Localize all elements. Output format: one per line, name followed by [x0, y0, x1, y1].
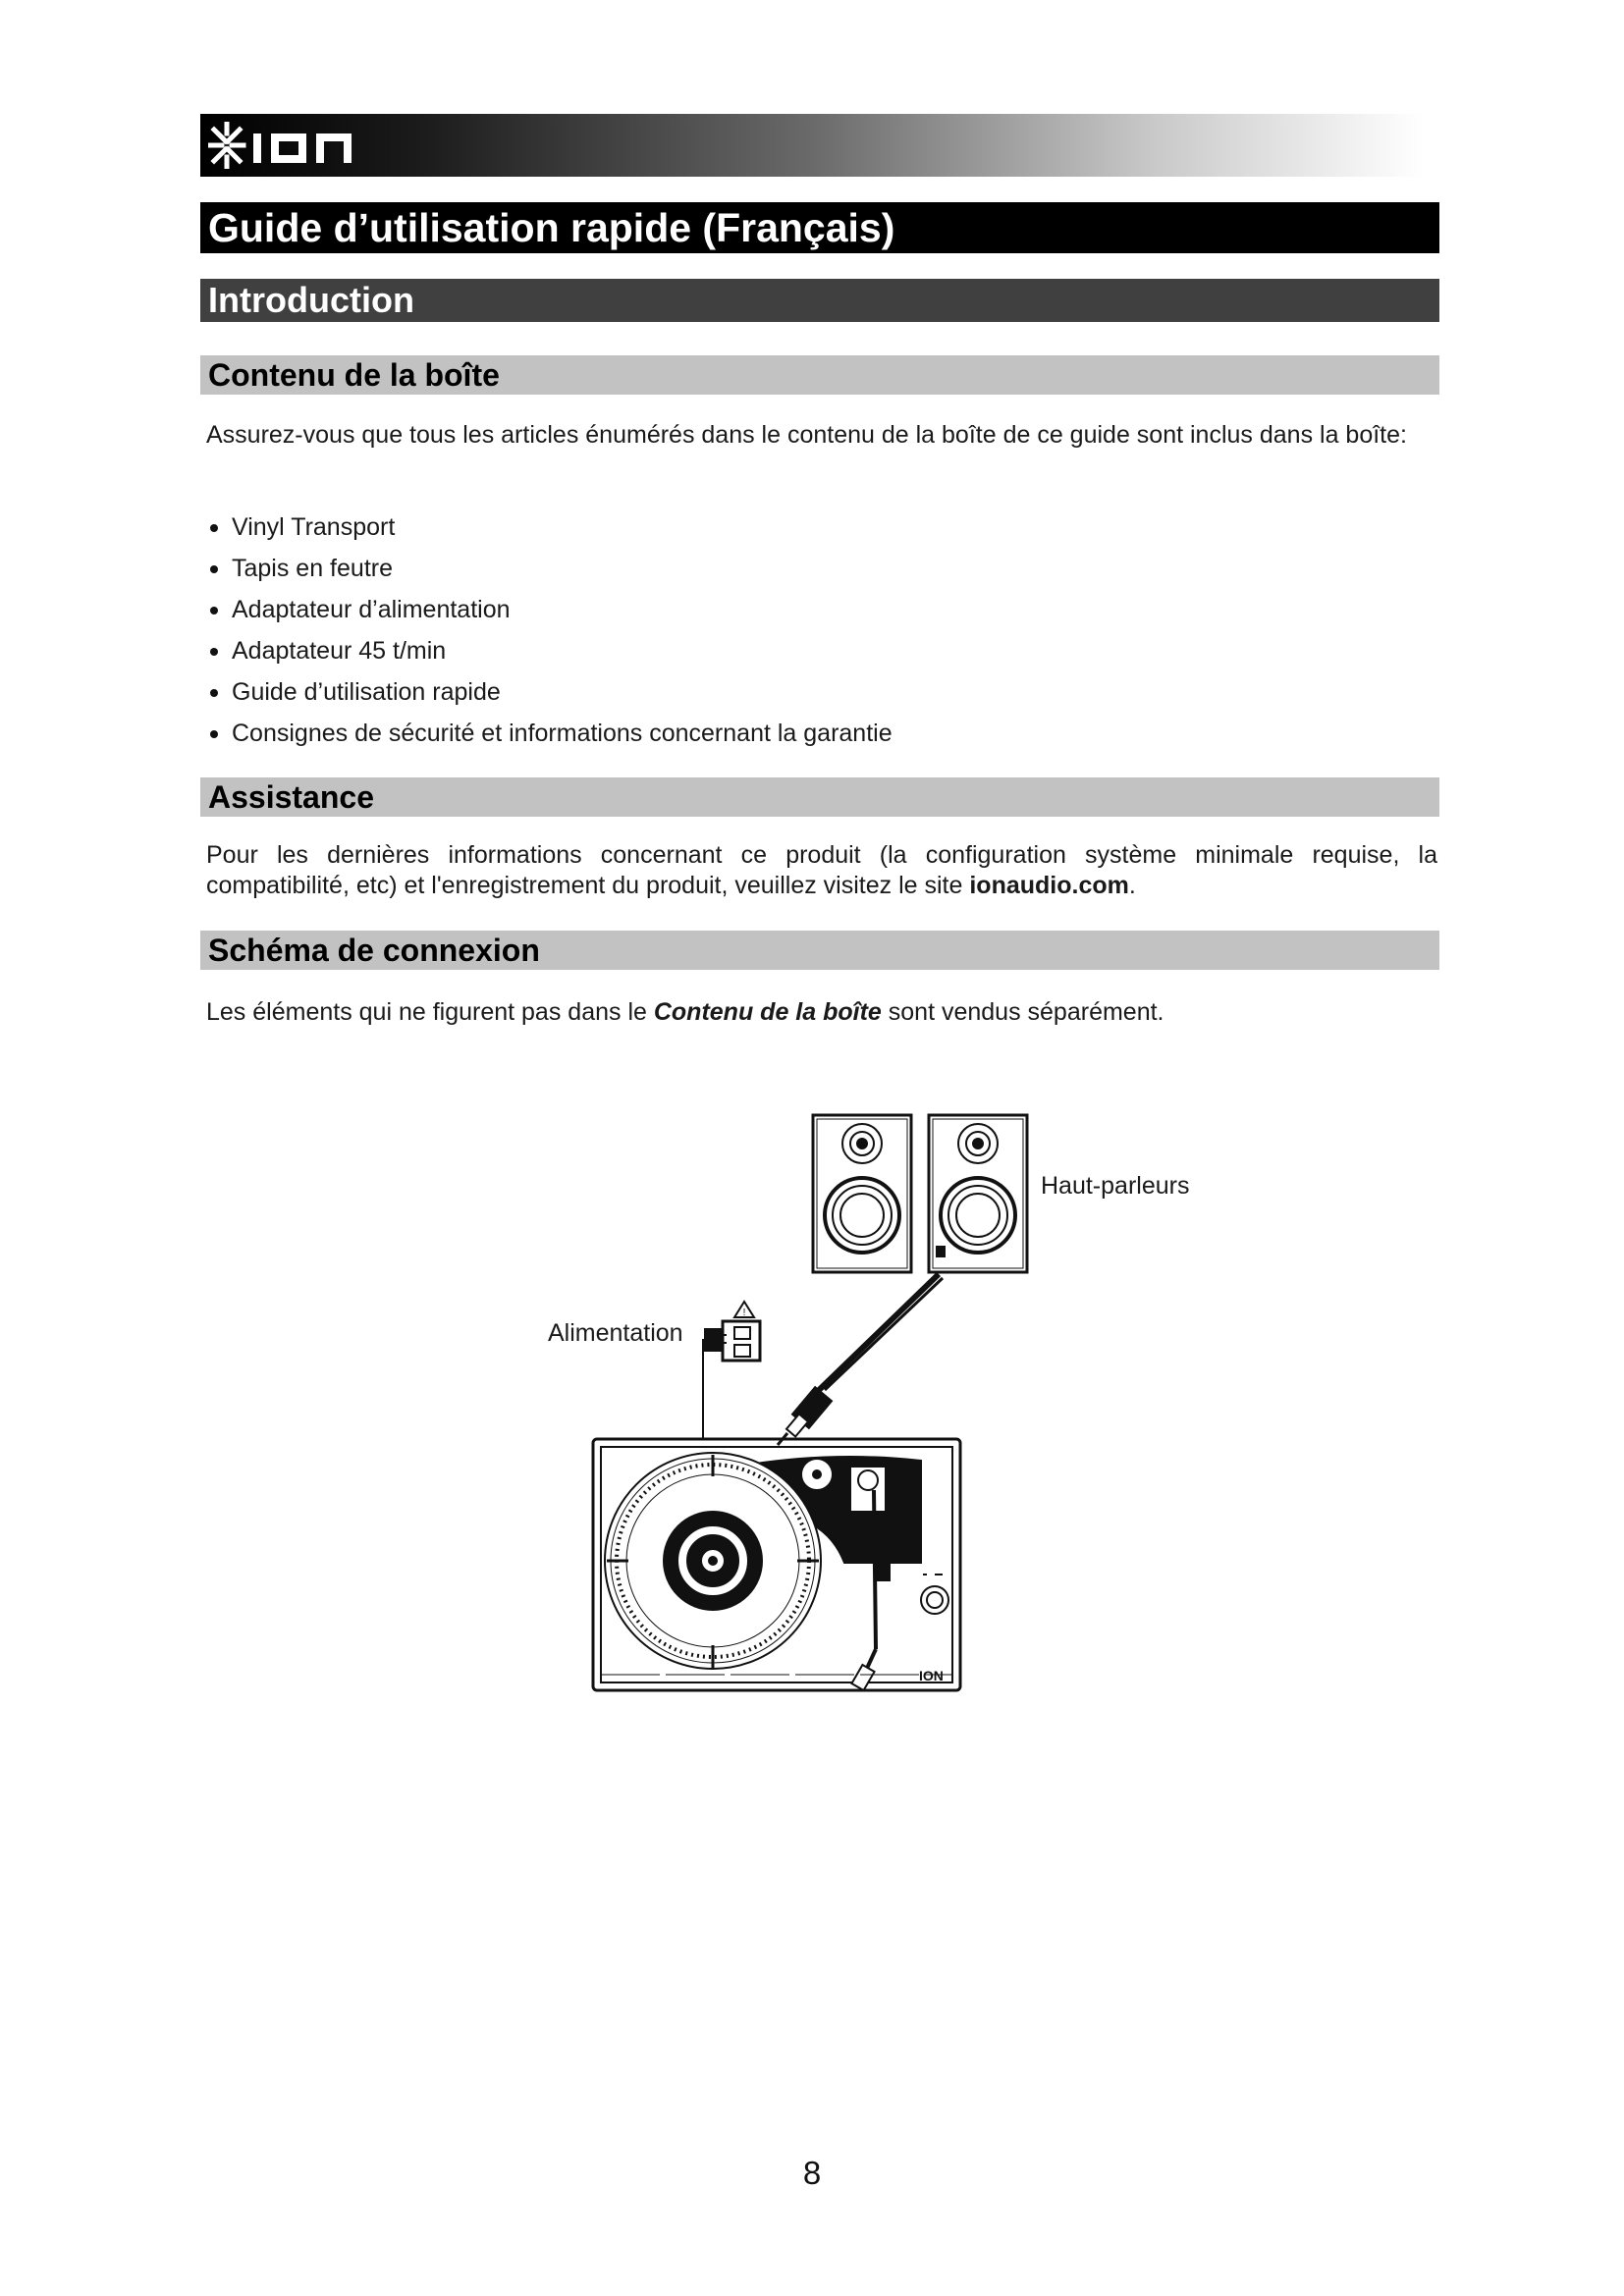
section-contenu-heading: Contenu de la boîte [200, 355, 1439, 395]
turntable-icon [593, 1439, 960, 1690]
section-assistance-heading: Assistance [200, 777, 1439, 817]
speaker-left-icon [813, 1115, 911, 1272]
assistance-body: Pour les dernières informations concernant ce produit (la configuration système minimale requise, la compatibilité, etc) et l'enregistrement du produit, veuillez visitez le site [206, 841, 1437, 899]
section-schema-heading: Schéma de connexion [200, 931, 1439, 970]
ion-logo-icon [208, 122, 375, 169]
list-item: Guide d’utilisation rapide [206, 671, 893, 713]
speaker-right-icon [929, 1115, 1027, 1272]
svg-text:ION: ION [919, 1668, 944, 1683]
list-item: Adaptateur d’alimentation [206, 589, 893, 630]
power-label: Alimentation [548, 1319, 683, 1347]
page-title: Guide d’utilisation rapide (Français) [200, 202, 1439, 253]
schema-emphasis: Contenu de la boîte [653, 998, 882, 1026]
connection-diagram [530, 1099, 1237, 1713]
list-item: Consignes de sécurité et informations concernant la garantie [206, 713, 893, 754]
schema-text [206, 997, 1437, 1028]
speakers-label: Haut-parleurs [1041, 1172, 1190, 1200]
svg-text:!: ! [742, 1308, 746, 1318]
list-item: Adaptateur 45 t/min [206, 630, 893, 671]
list-item: Tapis en feutre [206, 548, 893, 589]
section-introduction-heading: Introduction [200, 279, 1439, 322]
rca-plug-icon [778, 1387, 832, 1445]
contenu-intro-text: Assurez-vous que tous les articles énumérés dans le contenu de la boîte de ce guide sont inclus dans la boîte: [206, 421, 1407, 449]
assistance-end: . [1128, 872, 1136, 899]
website-link[interactable]: ionaudio.com [969, 872, 1129, 899]
assistance-text [206, 840, 1437, 901]
list-item: Vinyl Transport [206, 507, 893, 548]
page-number: 8 [802, 2155, 822, 2191]
schema-text-before: Les éléments qui ne figurent pas dans le [206, 998, 647, 1026]
logo-bar [200, 114, 1424, 177]
contents-list [206, 507, 893, 754]
power-outlet-icon [705, 1302, 760, 1361]
schema-text-after: sont vendus séparément. [888, 998, 1164, 1026]
